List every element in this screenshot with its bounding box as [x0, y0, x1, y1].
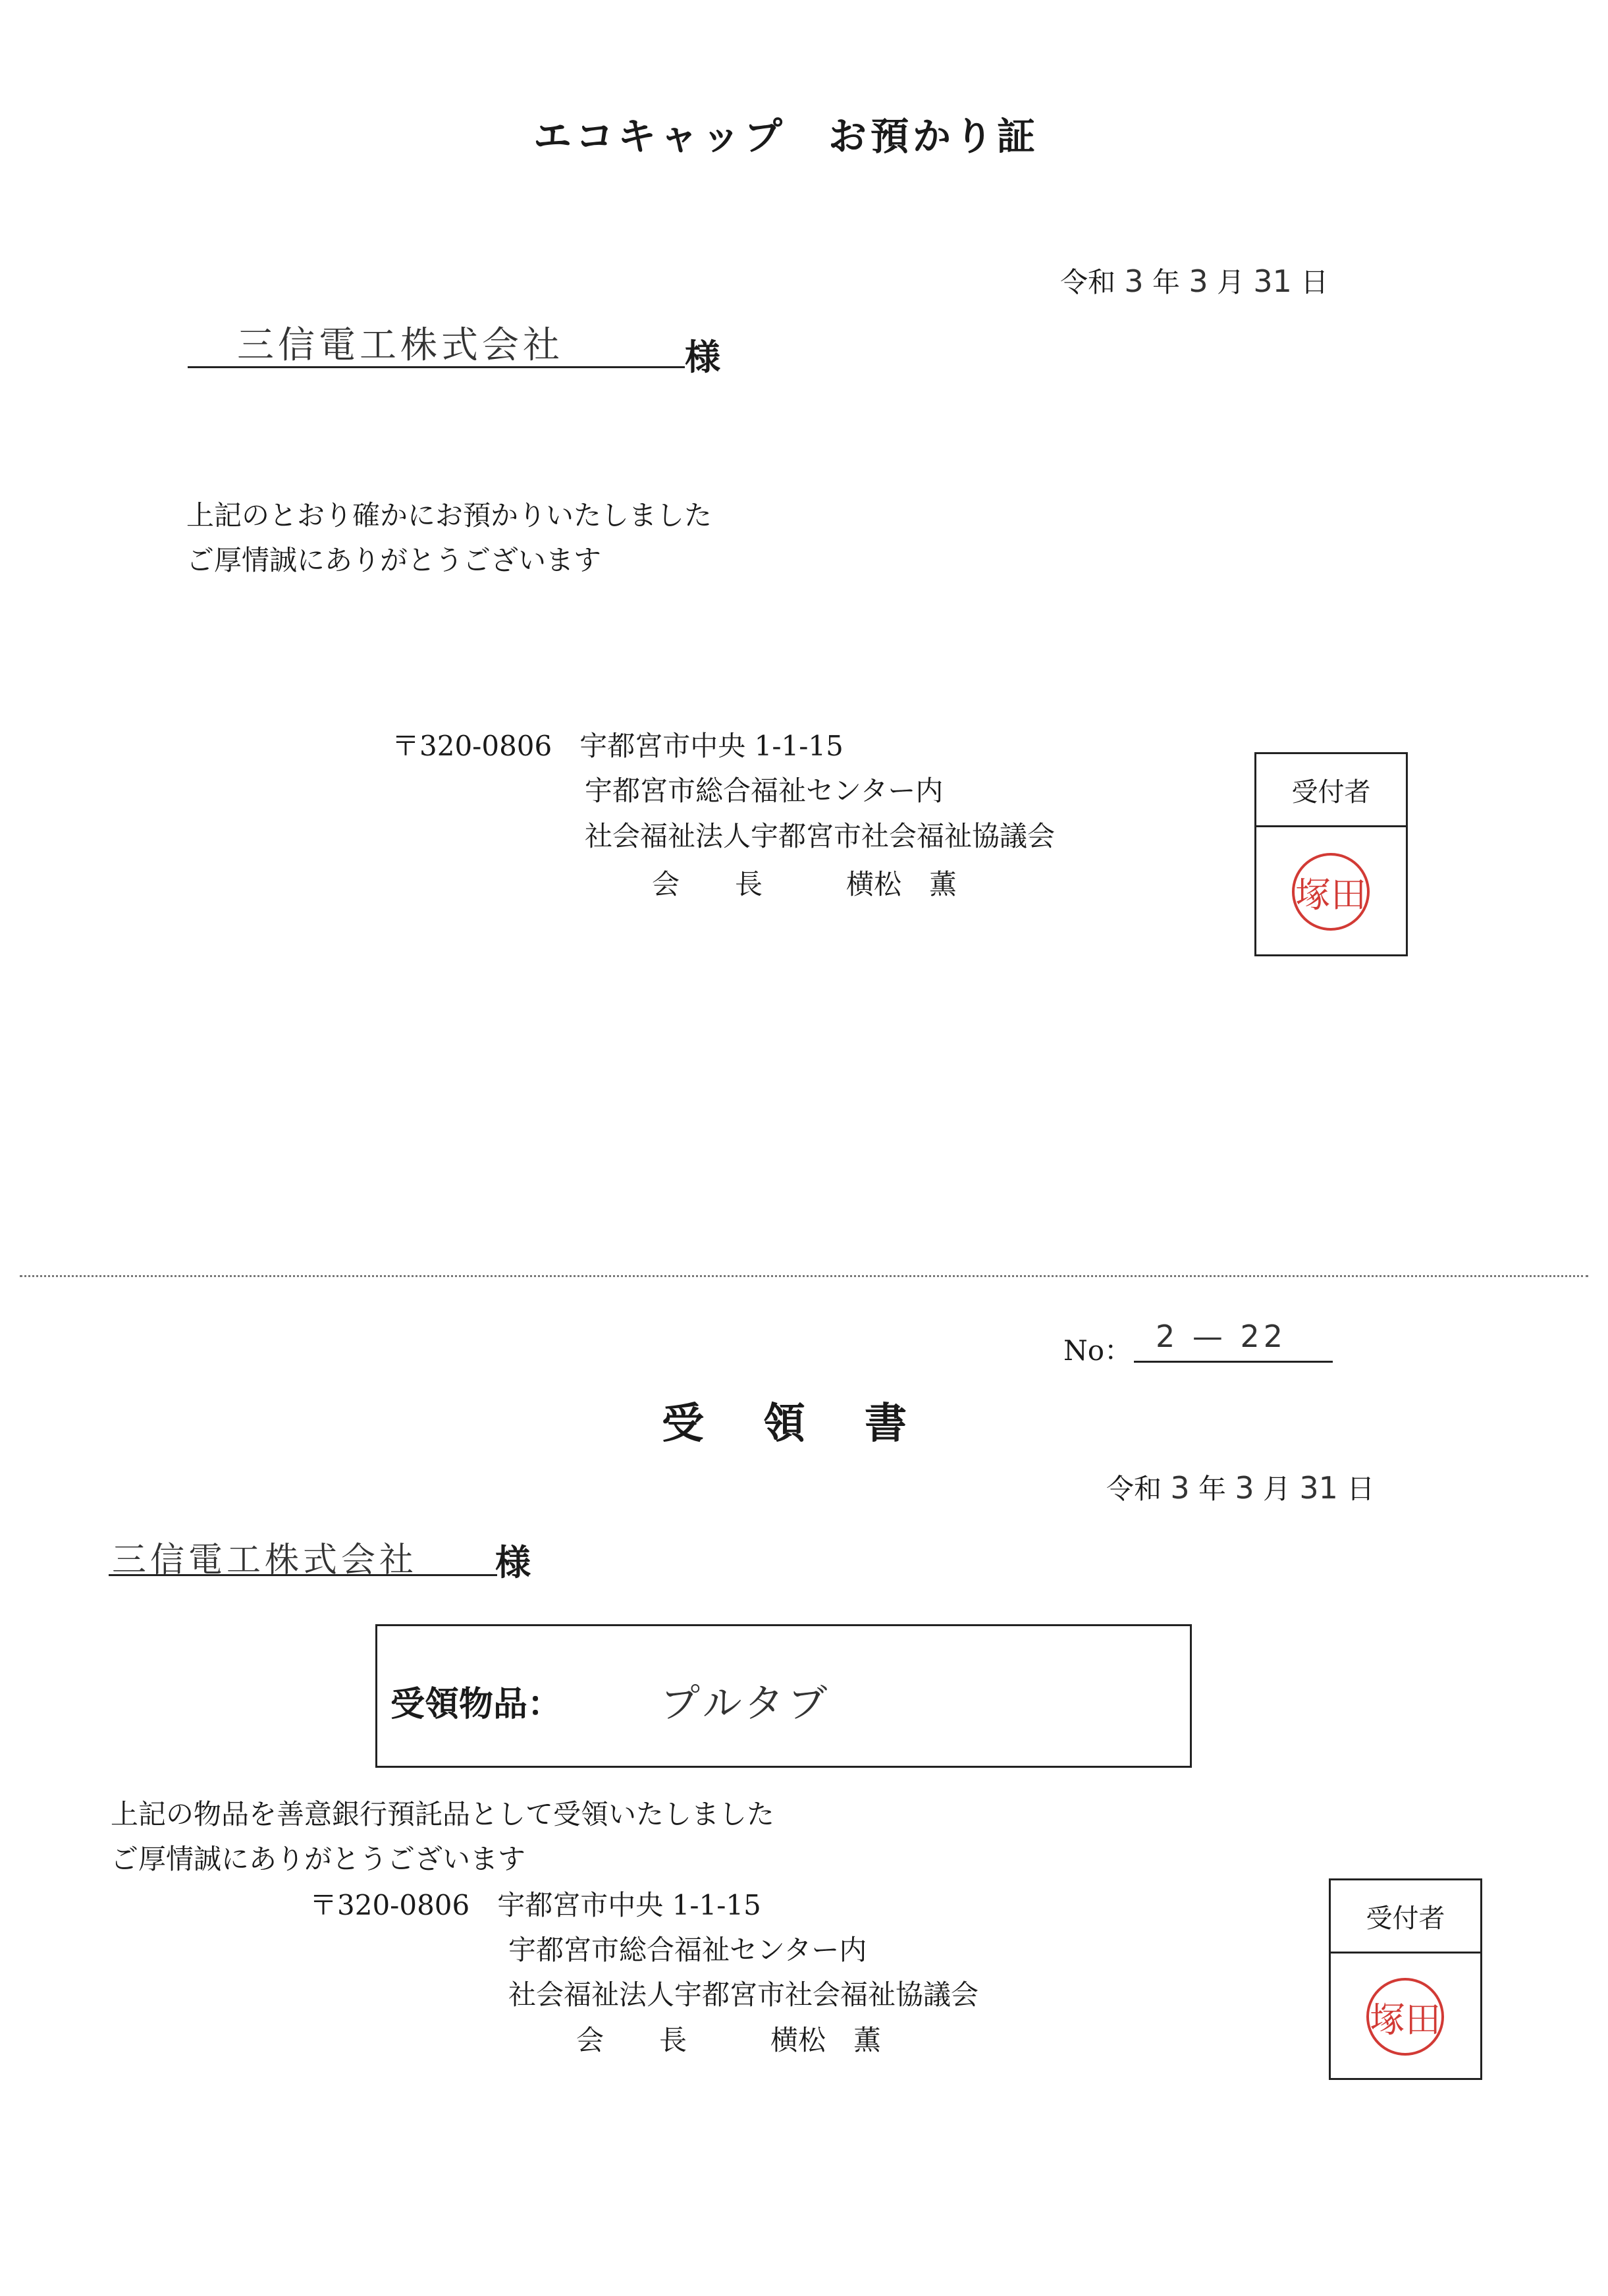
item-value: プルタブ	[660, 1681, 832, 1727]
date-day: 31	[1253, 263, 1292, 299]
date-month-unit: 月	[1263, 1473, 1291, 1505]
voucher-title: エコキャップ お預かり証	[533, 114, 1040, 159]
voucher-message-line2: ご厚情誠にありがとうございます	[186, 544, 602, 576]
receipt-receiver-box	[1329, 1878, 1482, 2080]
date-month: 3	[1235, 1470, 1254, 1506]
date-year-unit: 年	[1198, 1473, 1227, 1505]
date-year: 3	[1124, 263, 1144, 299]
date-era: 令和	[1060, 266, 1116, 298]
date-year-unit: 年	[1152, 266, 1181, 298]
voucher-chair-title: 会 長	[652, 868, 763, 900]
voucher-message-line1: 上記のとおり確かにお預かりいたしました	[186, 499, 712, 532]
receipt-item-box	[375, 1624, 1192, 1768]
receipt-address-postal: 〒320-0806 宇都宮市中央 1-1-15	[309, 1889, 761, 1921]
voucher-date	[1060, 261, 1328, 300]
seal-stamp: 塚田	[1366, 1978, 1444, 2056]
seal-stamp: 塚田	[1292, 853, 1370, 931]
receipt-chair-name: 横松 薫	[770, 2024, 882, 2056]
date-day-unit: 日	[1347, 1473, 1375, 1505]
voucher-chair-name: 横松 薫	[846, 868, 957, 900]
receipt-number: 2 — 22	[1156, 1319, 1287, 1354]
date-era: 令和	[1106, 1473, 1162, 1505]
receipt-honorific: 様	[495, 1541, 531, 1583]
receipt-title: 受領書	[662, 1399, 966, 1448]
receipt-message-line1: 上記の物品を善意銀行預託品として受領いたしました	[111, 1798, 775, 1830]
voucher-recipient-underline	[188, 366, 685, 368]
receipt-recipient-underline	[109, 1574, 497, 1576]
date-day-unit: 日	[1300, 266, 1329, 298]
voucher-receiver-box	[1254, 752, 1408, 956]
date-year: 3	[1170, 1470, 1190, 1506]
date-day: 31	[1299, 1470, 1338, 1506]
date-month: 3	[1189, 263, 1208, 299]
receipt-number-underline	[1134, 1361, 1333, 1363]
receipt-address-line2: 宇都宮市総合福祉センター内	[508, 1934, 867, 1966]
receipt-chair-title: 会 長	[576, 2024, 687, 2056]
receiver-label: 受付者	[1331, 1880, 1480, 1954]
voucher-address-line3: 社会福祉法人宇都宮市社会福祉協議会	[585, 820, 1056, 852]
date-month-unit: 月	[1217, 266, 1245, 298]
receipt-number-label: No：	[1063, 1334, 1133, 1367]
voucher-recipient: 三信電工株式会社	[237, 324, 564, 367]
receipt-recipient: 三信電工株式会社	[112, 1541, 418, 1580]
voucher-address-line2: 宇都宮市総合福祉センター内	[585, 775, 944, 807]
voucher-address-postal: 〒320-0806 宇都宮市中央 1-1-15	[392, 730, 844, 762]
receipt-date	[1106, 1467, 1374, 1507]
voucher-honorific: 様	[685, 336, 720, 378]
receipt-address-line3: 社会福祉法人宇都宮市社会福祉協議会	[508, 1979, 979, 2011]
receiver-label: 受付者	[1256, 754, 1406, 827]
cut-line	[20, 1275, 1588, 1277]
item-label: 受領物品：	[390, 1684, 562, 1724]
receipt-message-line2: ご厚情誠にありがとうございます	[111, 1843, 526, 1875]
